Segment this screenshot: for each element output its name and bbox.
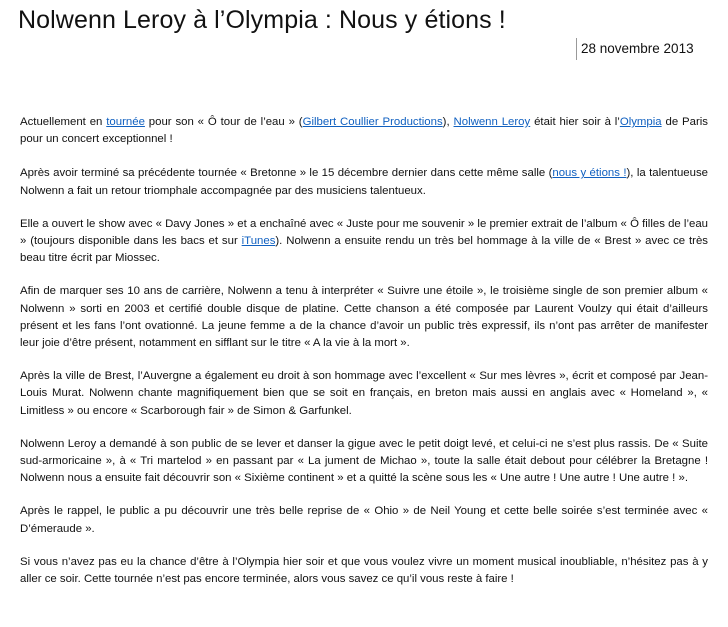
text: ). Nolwenn a ensuite rendu un très bel hommage à la ville de « Brest » avec ce très beau titre écrit par Miossec.: [20, 235, 708, 265]
link-itunes[interactable]: iTunes: [241, 235, 276, 248]
link-nolwenn-leroy[interactable]: Nolwenn Leroy: [453, 116, 531, 128]
text: pour son « Ô tour de l’eau » (: [144, 116, 303, 128]
link-nous-y-etions[interactable]: nous y étions !: [552, 167, 627, 180]
paragraph-3: [20, 216, 708, 268]
link-olympia[interactable]: Olympia: [619, 116, 662, 128]
article-body: [20, 114, 708, 604]
paragraph-6: Nolwenn Leroy a demandé à son public de se lever et danser la gigue avec le petit doigt levé, et celui-ci ne s’est plus rassis. De « Suite sud-armoricaine », à « Tri martelod » en passant par « La jument de Michao », toute la salle était debout pour célébrer la Bretagne ! Nolwenn nous a ensuite fait découvrir son « Sixième continent » et a quitté la scène sous les « Une autre ! Une autre ! Une autre ! ».: [20, 437, 708, 485]
paragraph-1: [20, 114, 708, 148]
text: ),: [442, 116, 454, 128]
text: Actuellement en: [20, 116, 107, 128]
publication-date: 28 novembre 2013: [576, 38, 694, 60]
text: Après avoir terminé sa précédente tournée « Bretonne » le 15 décembre dernier dans cette même salle (: [20, 167, 553, 180]
link-tournee[interactable]: tournée: [106, 116, 145, 128]
paragraph-7: Après le rappel, le public a pu découvrir une très belle reprise de « Ohio » de Neil Young et cette belle soirée s’est terminée avec « D’émeraude ».: [20, 505, 708, 535]
article-title: Nolwenn Leroy à l’Olympia : Nous y étions !: [18, 6, 506, 34]
text: de Paris pour un concert exceptionnel !: [20, 116, 708, 146]
link-gilbert-coullier-productions[interactable]: Gilbert Coullier Productions: [302, 116, 443, 128]
paragraph-8: Si vous n’avez pas eu la chance d’être à l’Olympia hier soir et que vous voulez vivre un moment musical inoubliable, n’hésitez pas à y aller ce soir. Cette tournée n’est pas encore terminée, alors vous savez ce qu’il vous reste à faire !: [20, 555, 708, 586]
text: était hier soir à l’: [530, 116, 620, 128]
paragraph-5: Après la ville de Brest, l’Auvergne a également eu droit à son hommage avec l’excellent « Sur mes lèvres », écrit et composé par Jean-Louis Murat. Nolwenn chante magnifiquement bien que se soit en français, en breton mais aussi en anglais avec « Homeland », « Limitless » ou encore « Scarborough fair » de Simon & Garfunkel.: [20, 370, 708, 417]
text: Elle a ouvert le show avec « Davy Jones » et a enchaîné avec « Juste pour me souvenir » le premier extrait de l’album « Ô filles de l’eau » (toujours disponible dans les bacs et sur: [20, 217, 708, 248]
paragraph-2: [20, 165, 708, 199]
text: ), la talentueuse Nolwenn a fait un retour triomphale accompagnée par des musiciens talentueux.: [20, 167, 708, 197]
paragraph-4: Afin de marquer ses 10 ans de carrière, Nolwenn a tenu à interpréter « Suivre une étoile », le troisième single de son premier album « Nolwenn » sorti en 2003 et certifié double disque de platine. Cette chanson a été composée par Laurent Voulzy qui était d’ailleurs présent et les fans l’ont ovationné. La jeune femme a de la chance d’avoir un public très expressif, ils n’ont pas arrêter de manifester leur joie d’être présent, notamment en sifflant sur le titre « A la vie à la mort ».: [20, 285, 708, 350]
